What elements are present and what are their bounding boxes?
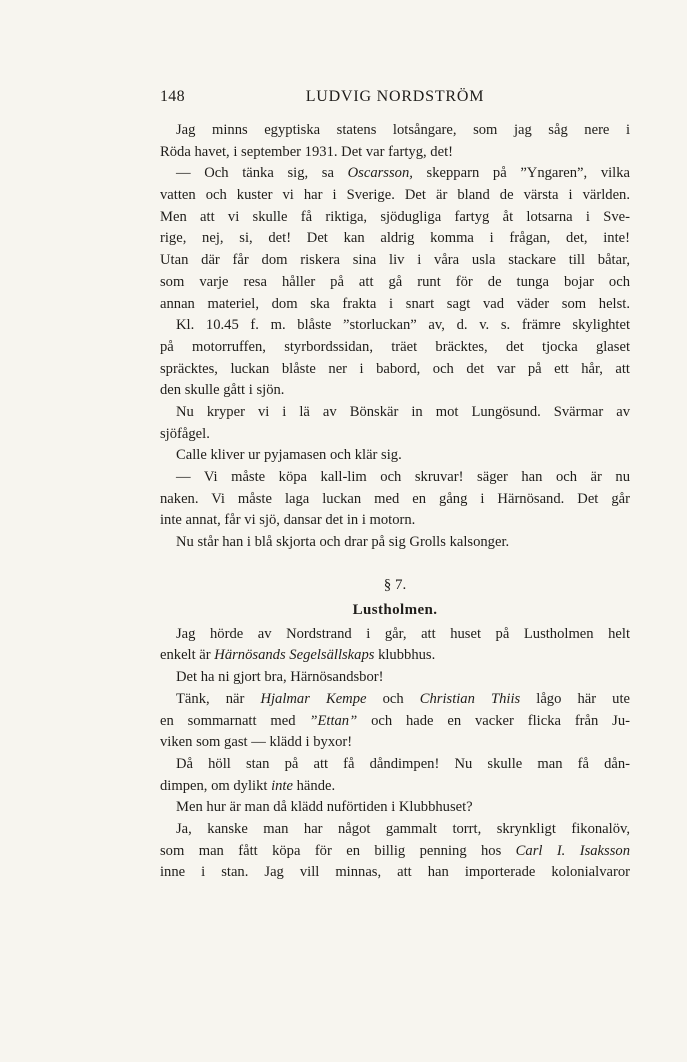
- text-line: Utan där får dom riskera sina liv i våra usla stackare till båtar,: [160, 252, 630, 269]
- text-line: Men att vi skulle få riktiga, sjödugliga fartyg åt lotsarna i Sve-: [160, 208, 630, 225]
- text-line: vatten och kuster vi har i Sverige. Det är bland de värsta i världen.: [160, 187, 630, 204]
- text-line: — Vi måste köpa kall-lim och skruvar! säger han och är nu: [176, 469, 630, 485]
- text-line: Röda havet, i september 1931. Det var fartyg, det!: [160, 143, 453, 160]
- text-line: Jag hörde av Nordstrand i går, att huset på Lustholmen helt: [176, 625, 630, 642]
- text-line: Nu står han i blå skjorta och drar på sig Grolls kalsonger.: [176, 534, 510, 551]
- text-line: inne i stan. Jag vill minnas, att han importerade kolonialvaror: [160, 864, 630, 881]
- page-body: [160, 120, 630, 884]
- text-line: rige, nej, si, det! Det kan aldrig komma i frågan, det, inte!: [160, 230, 630, 247]
- running-title: LUDVIG NORDSTRÖM: [305, 88, 485, 105]
- text-line: enkelt är Härnösands Segelsällskaps klubbhus.: [160, 647, 436, 664]
- text-line: Nu kryper vi i lä av Bönskär in mot Lungösund. Svärmar av: [176, 403, 630, 420]
- text-line: den skulle gått i sjön.: [160, 382, 285, 399]
- text-line: sjöfågel.: [160, 425, 210, 442]
- section-mark: § 7.: [383, 576, 407, 593]
- text-line: Tänk, när Hjalmar Kempe och Christian Thiis lågo här ute: [176, 690, 631, 707]
- text-line: — Och tänka sig, sa Oscarsson, skepparn på ”Yngaren”, vilka: [176, 165, 631, 182]
- text-line: Ja, kanske man har något gammalt torrt, skrynkligt fikonalöv,: [176, 820, 630, 837]
- page-number: 148: [160, 88, 185, 105]
- text-line: annan materiel, dom ska frakta i snart sagt vad väder som helst.: [160, 295, 630, 312]
- text-line: inte annat, får vi sjö, dansar det in i motorn.: [160, 512, 416, 529]
- text-line: spräcktes, luckan blåste ner i babord, och det var på ett hår, att: [160, 360, 630, 377]
- text-line: Kl. 10.45 f. m. blåste ”storluckan” av, d. v. s. främre skylightet: [176, 317, 630, 334]
- text-line: Men hur är man då klädd nuförtiden i Klubbhuset?: [176, 799, 473, 816]
- text-line: en sommarnatt med ”Ettan” och hade en vacker flicka från Ju-: [160, 712, 630, 729]
- text-line: Jag minns egyptiska statens lotsångare, som jag såg nere i: [176, 122, 630, 138]
- text-line: som varje resa håller på att gå runt för de tunga bojar och: [160, 273, 630, 290]
- text-line: viken som gast — klädd i byxor!: [160, 734, 353, 751]
- page-header: [160, 88, 630, 112]
- text-line: Calle kliver ur pyjamasen och klär sig.: [176, 447, 402, 464]
- text-line: Då höll stan på att få dåndimpen! Nu skulle man få dån-: [176, 755, 630, 772]
- text-line: naken. Vi måste laga luckan med en gång i Härnösand. Det går: [160, 490, 630, 507]
- section-title: Lustholmen.: [352, 601, 438, 618]
- text-line: dimpen, om dylikt inte hände.: [160, 777, 336, 794]
- text-line: Det ha ni gjort bra, Härnösandsbor!: [176, 669, 384, 686]
- text-line: som man fått köpa för en billig penning hos Carl I. Isaksson: [160, 842, 630, 859]
- text-line: på motorruffen, styrbordssidan, träet bräcktes, det tjocka glaset: [160, 338, 630, 355]
